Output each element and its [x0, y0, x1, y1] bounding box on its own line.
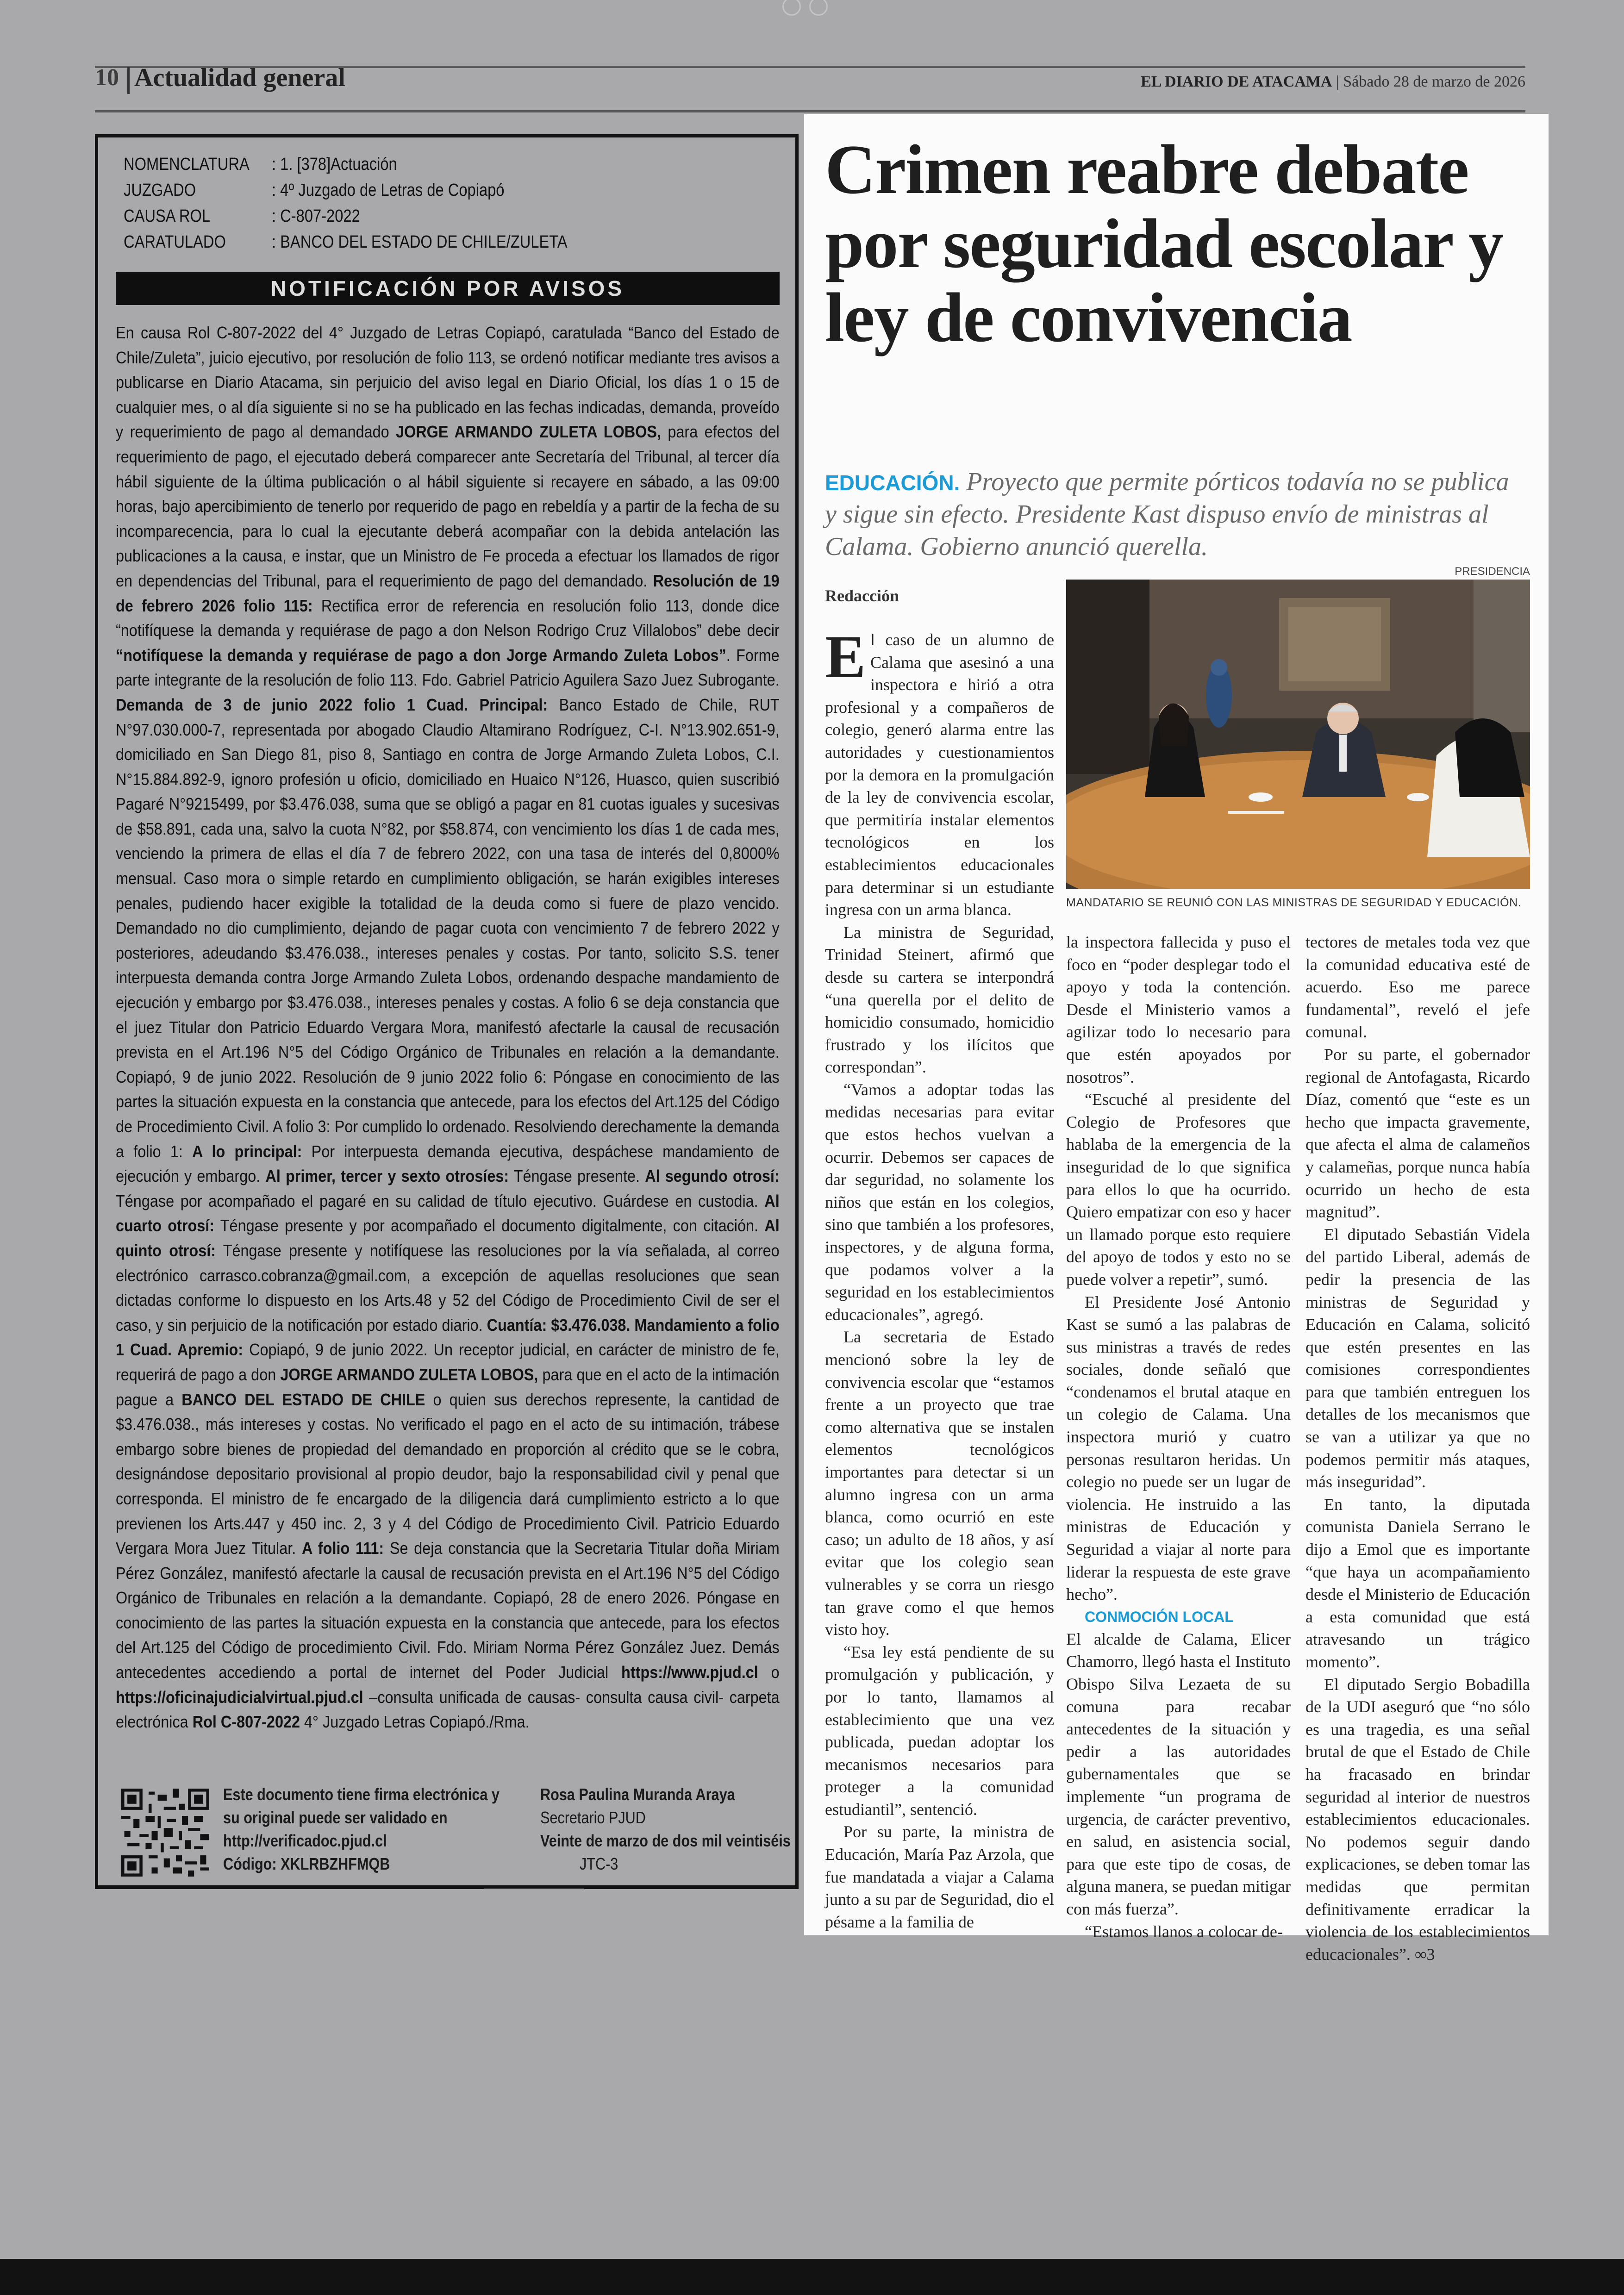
legal-bold-segment: https://oficinajudicialvirtual.pjud.cl	[116, 1687, 363, 1707]
legal-bold-segment: “notifíquese la demanda y requiérase de pago a don Jorge Armando Zuleta Lobos”	[116, 645, 726, 665]
legal-text-segment: o	[758, 1663, 780, 1682]
article-paragraph: Por su parte, el gobernador regional de Antofagasta, Ricardo Díaz, comentó que “este es un hecho que impacta gravemente, que afecta el alma de calameños y calameñas, porque nunca había ocurrido un hecho de esta magnitud”.	[1305, 1045, 1530, 1222]
legal-meta-row	[124, 151, 772, 177]
article-headline: Crimen reabre debate por seguridad escolar y ley de convivencia	[825, 131, 1503, 356]
meta-key: NOMENCLATURA	[124, 155, 250, 174]
legal-text-segment: . Forme parte integrante de la resolución de folio 113. Fdo. Gabriel Patricio Aguilera Sazo Juez Subrogante.	[116, 645, 780, 690]
legal-bold-segment: Al cuarto otrosí:	[116, 1191, 780, 1235]
legal-bottom-line	[95, 1885, 484, 1889]
legal-bold-segment: JORGE ARMANDO ZULETA LOBOS,	[280, 1365, 538, 1384]
article-paragraph: La secretaria de Estado mencionó sobre la ley de convivencia escolar que “estamos frente a un proyecto que trae como alternativa que se instalen elementos tecnológicos importantes para detectar si un alumno ingresa con un arma blanca, como ocurrió en este caso; un adulto de 18 años, y así evitar que los colegio sean vulnerables y se corra un riesgo tan grave como el que hemos visto hoy.	[825, 1328, 1054, 1639]
news-article	[804, 114, 1549, 1964]
legal-meta-row	[124, 203, 772, 229]
paragraph-text: l caso de un alumno de Calama que asesinó a una inspectora e hirió a otra profesional y a compañeros de colegio, generó alarma entre las autoridades y cuestionamientos por la demora en la promulgación de la ley de convivencia escolar, que permitiría instalar elementos tecnológicos en los establecimientos educacionales para determinar si un estudiante ingresa con un arma blanca.	[825, 630, 1054, 919]
section-name: Actualidad general	[134, 63, 345, 92]
legal-bold-segment: Demanda de 3 de junio 2022 folio 1 Cuad. Principal:	[116, 695, 548, 714]
article-paragraph: La ministra de Seguridad, Trinidad Steinert, afirmó que desde su cartera se interpondrá “una querella por el delito de homicidio consumado, homicidio frustrado y los ilícitos que correspondan”.	[825, 923, 1054, 1077]
photo-credit: PRESIDENCIA	[1455, 565, 1530, 578]
article-paragraph: El diputado Sergio Bobadilla de la UDI aseguró que “no sólo es una tragedia, es una señal brutal de que el Estado de Chile ha fracasado en brindar seguridad al interior de nuestros establecimientos educacionales. No podemos seguir dando explicaciones, se deben tomar las medidas que permitan definitivamente erradicar la violencia de los establecimientos educacionales”. ∞3	[1305, 1675, 1530, 1964]
signer-title: Secretario PJUD	[540, 1808, 646, 1827]
verification-url: http://verificadoc.pjud.cl	[223, 1831, 387, 1850]
meta-value: : BANCO DEL ESTADO DE CHILE/ZULETA	[272, 232, 568, 252]
article-paragraph: El alcalde de Calama, Elicer Chamorro, llegó hasta el Instituto Obispo Silva Lezaeta de su comuna para recabar antecedentes de la situación y pedir a las autoridades gubernamentales que se implemente “un programa de urgencia, de carácter preventivo, en salud, en asistencia social, para que este tipo de cosas, de alguna manera, se puedan mitigar con más fuerza”.	[1066, 1629, 1291, 1918]
legal-text-segment: Téngase presente y notifíquese las resoluciones por la vía señalada, al correo electrónico carrasco.cobranza@gmail.com, a excepción de aquellas resoluciones que sean dictadas conforme lo dispuesto en los Arts.48 y 52 del Código de Procedimiento Civil de ser el caso, y sin perjuicio de la notificación por estado diario.	[116, 1241, 780, 1335]
legal-meta	[124, 151, 772, 255]
top-page-indicator	[782, 0, 838, 15]
article-paragraph: “Escuché al presidente del Colegio de Profesores que hablaba de la emergencia de la inseguridad de lo que significa para ellos lo que ha ocurrido. Quiero empatizar con eso y hacer un llamado porque esto requiere del apoyo de todos y esto no se puede volver a repetir”, sumó.	[1066, 1090, 1291, 1289]
meta-value: : C-807-2022	[272, 206, 360, 226]
meeting-photo	[1066, 580, 1530, 889]
meta-key: CAUSA ROL	[124, 206, 211, 226]
legal-meta-row	[124, 177, 772, 203]
article-column-1	[825, 623, 1054, 1933]
meta-value: : 4º Juzgado de Letras de Copiapó	[272, 181, 505, 200]
legal-text-segment: Copiapó, 9 de junio 2022. Un receptor judicial, en carácter de ministro de fe, requerirá de pago a don	[116, 1340, 780, 1384]
page-number: 10	[95, 64, 119, 91]
legal-text-segment: Rectifica error de referencia en resolución folio 113, donde dice “notifíquese la demanda y requiérase de pago a don Nelson Rodrigo Cruz Villalobos” debe decir	[116, 596, 780, 640]
meta-key: JUZGADO	[124, 181, 196, 200]
legal-text-segment: En causa Rol C-807-2022 del 4° Juzgado de Letras Copiapó, caratulada “Banco del Estado de Chile/Zuleta”, juicio ejecutivo, por resolución de folio 113, se ordenó notificar mediante tres avisos a publicarse en Diario Atacama, sin perjuicio del aviso legal en Diario Oficial, los días 1 o 15 de cualquier mes, o al día siguiente si no se ha publicado en las fechas indicadas, demanda, proveído y requerimiento de pago al demandado	[116, 323, 780, 442]
legal-text-segment: 4° Juzgado Letras Copiapó./Rma.	[300, 1712, 530, 1732]
meta-key: CARATULADO	[124, 232, 226, 252]
legal-banner: NOTIFICACIÓN POR AVISOS	[116, 272, 780, 305]
legal-text-segment: Téngase presente.	[509, 1166, 645, 1186]
legal-text-segment: Téngase por acompañado el pagaré en su calidad de título ejecutivo. Guárdese en custodia.	[116, 1191, 765, 1210]
header-bottom-rule	[95, 110, 1525, 112]
legal-text-segment: Téngase presente y por acompañado el documento digitalmente, con citación.	[214, 1216, 765, 1235]
legal-text-segment: Por interpuesta demanda ejecutiva, despáchese mandamiento de ejecución y embargo.	[116, 1141, 780, 1186]
article-column-3	[1305, 931, 1530, 1965]
legal-notice	[95, 134, 799, 1889]
article-paragraph: la inspectora fallecida y puso el foco en “poder desplegar todo el apoyo y toda la contención. Desde el Ministerio vamos a agilizar todo lo necesario para que estén apoyados por nosotros”.	[1066, 933, 1291, 1086]
issue-date: Sábado 28 de marzo de 2026	[1343, 73, 1525, 90]
article-paragraph: tectores de metales toda vez que la comunidad educativa esté de acuerdo. Eso me parece fundamental”, reveló el jefe comunal.	[1305, 933, 1530, 1041]
dek-tag: EDUCACIÓN.	[825, 471, 960, 495]
signature-date: Veinte de marzo de dos mil veintiséis	[540, 1831, 791, 1850]
article-paragraph: “Estamos llanos a colocar de-	[1085, 1922, 1283, 1941]
article-paragraph: El Presidente José Antonio Kast se sumó a las palabras de sus ministras a través de redes sociales, donde señaló que “condenamos el brutal ataque en un colegio de Calama. Una inspectora murió y cuatro personas resultaron heridas. Un colegio no puede ser un lugar de violencia. He instruido a las ministras de Educación y Seguridad a viajar al norte para liderar la respuesta de este grave hecho”.	[1066, 1292, 1291, 1604]
signer-name: Rosa Paulina Muranda Araya	[540, 1785, 735, 1804]
byline: Redacción	[825, 586, 899, 605]
legal-bold-segment: Rol C-807-2022	[192, 1712, 300, 1732]
legal-bold-segment: Cuantía: $3.476.038. Mandamiento a folio 1 Cuad. Apremio:	[116, 1315, 780, 1360]
qr-code-icon	[121, 1789, 209, 1877]
article-paragraph: “Esa ley está pendiente de su promulgación y publicación, y por lo tanto, llamamos al establecimiento que una vez publicada, puedan adoptar los mecanismos necesarios para proteger a la comunidad estudiantil”, sentenció.	[825, 1642, 1054, 1819]
legal-footer	[117, 1783, 791, 1876]
legal-meta-row	[124, 229, 772, 255]
legal-bold-segment: Al segundo otrosí:	[645, 1166, 780, 1186]
article-dek	[825, 466, 1510, 563]
legal-bold-segment: Al quinto otrosí:	[116, 1216, 780, 1260]
legal-text-segment: para que en el acto de la intimación pague a	[116, 1365, 780, 1409]
dek-text: Proyecto que permite pórticos todavía no se publica y sigue sin efecto. Presidente Kast dispuso envío de ministras al Calama. Gobierno anunció querella.	[825, 468, 1509, 561]
newspaper-dateline: EL DIARIO DE ATACAMA | Sábado 28 de marzo de 2026	[1141, 73, 1525, 90]
legal-text-segment: para efectos del requerimiento de pago, el ejecutado deberá comparecer ante Secretaría del Tribunal, al tercer día hábil siguiente de la última publicación o al hábil siguiente si recayere en sábado, a las 09:00 horas, bajo apercibimiento de tenerlo por requerido de pago en rebeldía y a partir de la fecha de su incomparecencia, para lo cual la ejecutante deberá acompañar con la debida antelación las publicaciones a la causa, e instar, que un Ministro de Fe proceda a efectuar los llamados de rigor en dependencias del Tribunal, para el requerimiento de pago del demandado.	[116, 422, 780, 590]
photo-caption: MANDATARIO SE REUNIÓ CON LAS MINISTRAS DE SEGURIDAD Y EDUCACIÓN.	[1066, 896, 1522, 909]
legal-bold-segment: BANCO DEL ESTADO DE CHILE	[181, 1390, 425, 1409]
legal-text-segment: –consulta unificada de causas- consulta causa civil- carpeta electrónica	[116, 1687, 780, 1732]
legal-text-segment: Banco Estado de Chile, RUT N°97.030.000-7, representada por abogado Claudio Altamirano Rodríguez, C-I. N°13.902.651-9, domiciliado en San Diego 81, piso 8, Santiago en contra de Jorge Armando Zuleta Lobos, C.I. N°15.884.892-9, ignoro profesión u oficio, domiciliado en Huaico N°126, Huasco, quien suscribió Pagaré N°9215499, por $3.476.038, suma que se obligó a pagar en 81 cuotas iguales y sucesivas de $58.891, cada una, salvo la cuota N°82, por $58.874, con vencimiento los días 1 de cada mes, venciendo la primera de ellas el día 7 de febrero 2022, con una tasa de interés del 0,8000% mensual. Caso mora o simple retardo en cumplimiento obligación, se harán exigibles intereses penales, pudiendo hacer exigible la totalidad de la deuda como si fuere de plazo vencido. Demandado no dio cumplimiento, dejando de pagar cuota con vencimiento 7 de febrero 2022 y posteriores, adeudando $3.476.038., intereses penales y costas. Por tanto, solicito S.S. tener interpuesta demanda contra Jorge Armando Zuleta Lobos, ordenando despache mandamiento de ejecución y embargo por $3.476.038., intereses penales y costas. A folio 6 se deja constancia que el juez Titular don Patricio Eduardo Vergara Mora, manifestó afectarle la causal de recusación prevista en el Art.196 N°5 del Código Orgánico de Tribunales en relación a la demandante. Copiapó, 9 de junio 2022. Resolución de 9 junio 2022 folio 6: Póngase en conocimiento de las partes la situación expuesta en la constancia que antecede, para los efectos del Art.125 del Código de Procedimiento Civil. A folio 3: Por cumplido lo ordenado. Resolviendo derechamente la demanda a folio 1:	[116, 695, 780, 1161]
legal-bold-segment: JORGE ARMANDO ZULETA LOBOS,	[396, 422, 662, 442]
legal-body-text	[116, 320, 780, 1734]
signature-info	[540, 1783, 791, 1876]
newspaper-name: EL DIARIO DE ATACAMA	[1141, 73, 1332, 90]
verification-line: Este documento tiene firma electrónica y	[223, 1785, 500, 1804]
bottom-bar	[0, 2259, 1624, 2295]
article-paragraph: El diputado Sebastián Videla del partido Liberal, además de pedir la presencia de las ministras de Seguridad y Educación en Calama, solicitó que estén presentes en las comisiones correspondientes para que también entreguen los detalles de los mecanismos que se van a utilizar ya que no podemos permitir más ataques, más inseguridad”.	[1305, 1225, 1530, 1491]
header-separator	[127, 67, 130, 94]
article-column-2	[1066, 931, 1291, 1943]
article-paragraph: “Vamos a adoptar todas las medidas necesarias para evitar que estos hechos vuelvan a ocurrir. Debemos ser capaces de dar seguridad, no solamente los niños que están en los colegios, sino que también a los profesores, inspectores, y de alguna forma, que podamos volver a la seguridad en los establecimientos educacionales”, agregó.	[825, 1080, 1054, 1324]
legal-bottom-line	[584, 1885, 799, 1889]
article-paragraph	[825, 623, 1054, 921]
article-paragraph: Por su parte, la ministra de Educación, María Paz Arzola, que fue mandatada a viajar a Calama junto a su par de Seguridad, dio el pésame a la familia de	[825, 1822, 1054, 1931]
signature-ref: JTC-3	[580, 1854, 618, 1873]
article-paragraph: En tanto, la diputada comunista Daniela Serrano le dijo a Emol que es importante “que haya un acompañamiento desde el Ministerio de Educación a esta comunidad que está atravesando un trágico momento”.	[1305, 1495, 1530, 1671]
legal-bold-segment: https://www.pjud.cl	[621, 1663, 758, 1682]
drop-cap: E	[825, 623, 866, 691]
legal-bold-segment: Resolución de 19 de febrero 2026 folio 115:	[116, 571, 780, 615]
verification-line: su original puede ser validado en	[223, 1808, 448, 1827]
article-subhead: CONMOCIÓN LOCAL	[1085, 1608, 1234, 1625]
legal-text-segment: o quien sus derechos represente, la cantidad de $3.476.038., más intereses y costas. No verificado el pago en el acto de su intimación, trábese embargo sobre bienes de propiedad del demandado en proporción al crédito que se le cobra, designándose depositario provisional al propio deudor, bajo la responsabilidad civil y penal que corresponda. El ministro de fe encargado de la diligencia dará cumplimiento estricto a lo que previenen los Arts.447 y 450 inc. 2, 3 y 4 del Código de Procedimiento Civil. Patricio Eduardo Vergara Mora Juez Titular.	[116, 1390, 780, 1558]
meta-value: : 1. [378]Actuación	[272, 155, 397, 174]
verification-code: Código: XKLRBZHFMQB	[223, 1854, 390, 1873]
verification-info	[223, 1783, 500, 1876]
legal-bold-segment: A folio 111:	[301, 1539, 384, 1558]
legal-bold-segment: A lo principal:	[192, 1141, 302, 1161]
legal-bold-segment: Al primer, tercer y sexto otrosíes:	[265, 1166, 509, 1186]
legal-text-segment: Se deja constancia que la Secretaria Titular doña Miriam Pérez González, manifestó afectarle la causal de recusación prevista en el Art.196 N°5 del Código Orgánico de Tribunales en relación a la demandante. Copiapó, 28 de enero 2026. Póngase en conocimiento de las partes la situación expuesta en la constancia que antecede, para los efectos del Art.125 del Código de procedimiento Civil. Fdo. Miriam Norma Pérez González Juez. Demás antecedentes accediendo a portal de internet del Poder Judicial	[116, 1539, 780, 1682]
